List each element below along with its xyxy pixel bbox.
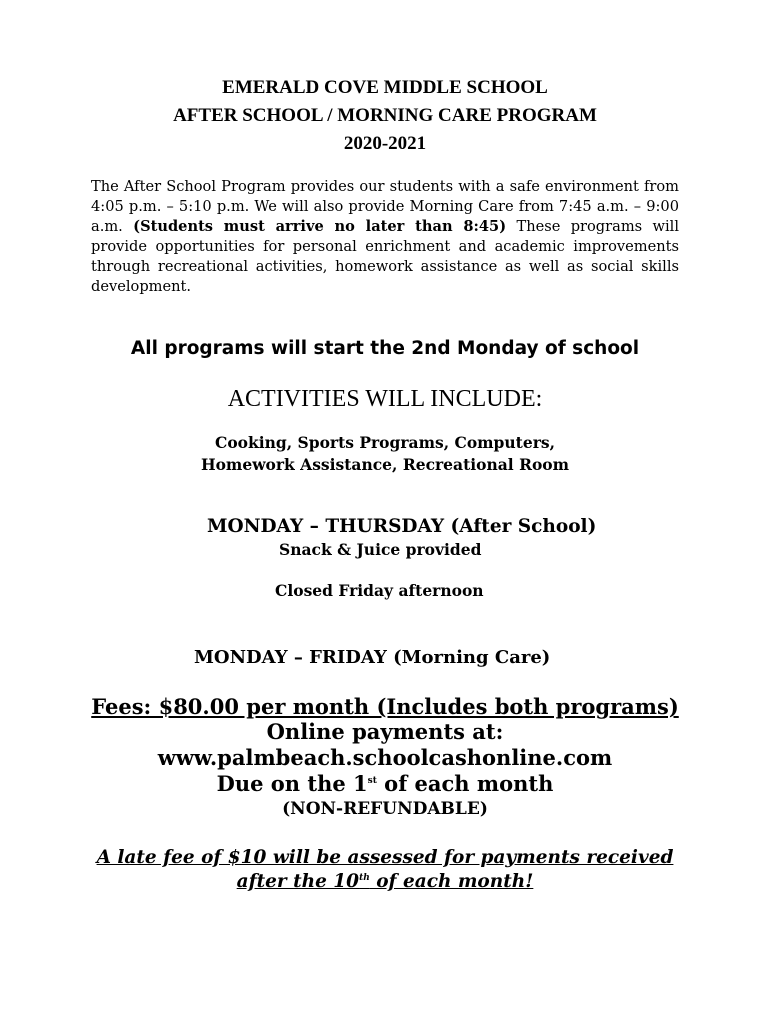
due-ordinal: st: [367, 776, 377, 786]
activities-title: ACTIVITIES WILL INCLUDE: [227, 386, 536, 412]
payment-url: www.palmbeach.schoolcashonline.com: [157, 745, 613, 770]
activities-colon: :: [535, 386, 543, 412]
morning-care-days: MONDAY – FRIDAY (Morning Care): [194, 647, 551, 668]
due-text-b: of each month: [376, 771, 554, 796]
start-notice: All programs will start the 2nd Monday of school: [130, 338, 640, 359]
late-fee-text-b: of each month!: [369, 871, 534, 892]
late-fee-text-a: after the 10: [236, 871, 360, 892]
due-text-a: Due on the 1: [216, 771, 368, 796]
closed-friday-note: Closed Friday afternoon: [275, 581, 484, 600]
late-fee-line-1: A late fee of $10 will be assessed for payments received: [96, 847, 674, 868]
school-year: 2020-2021: [343, 133, 427, 154]
intro-text-b: These programs will provide opportunities for personal enrichment and academic improvements through recreational activities, homework assistance as well as social skills development.: [91, 218, 679, 295]
program-title: AFTER SCHOOL / MORNING CARE PROGRAM: [173, 105, 597, 126]
late-fee-ordinal: th: [359, 872, 370, 883]
activities-heading: [0, 386, 770, 413]
fees-text: Fees: $80.00 per month (Includes both programs): [91, 694, 679, 719]
activities-line-2: Homework Assistance, Recreational Room: [200, 455, 570, 474]
fees-line: [0, 694, 770, 720]
intro-text-a: The After School Program provides our students with a safe environment from 4:05 p.m. – 5:10 p.m. We will also provide Morning Care from 7:45 a.m. – 9:00 a.m.: [91, 178, 679, 235]
snack-note: Snack & Juice provided: [279, 540, 482, 559]
activities-line-1: Cooking, Sports Programs, Computers,: [215, 433, 555, 452]
after-school-days: MONDAY – THURSDAY (After School): [207, 516, 597, 537]
late-fee-line-2: [0, 870, 770, 893]
online-payments-label: Online payments at:: [266, 719, 504, 744]
due-date-line: [0, 771, 770, 797]
intro-arrival-note: (Students must arrive no later than 8:45): [133, 218, 507, 235]
non-refundable-note: (NON-REFUNDABLE): [282, 799, 488, 819]
school-name: EMERALD COVE MIDDLE SCHOOL: [222, 77, 548, 98]
intro-paragraph: [91, 177, 679, 297]
